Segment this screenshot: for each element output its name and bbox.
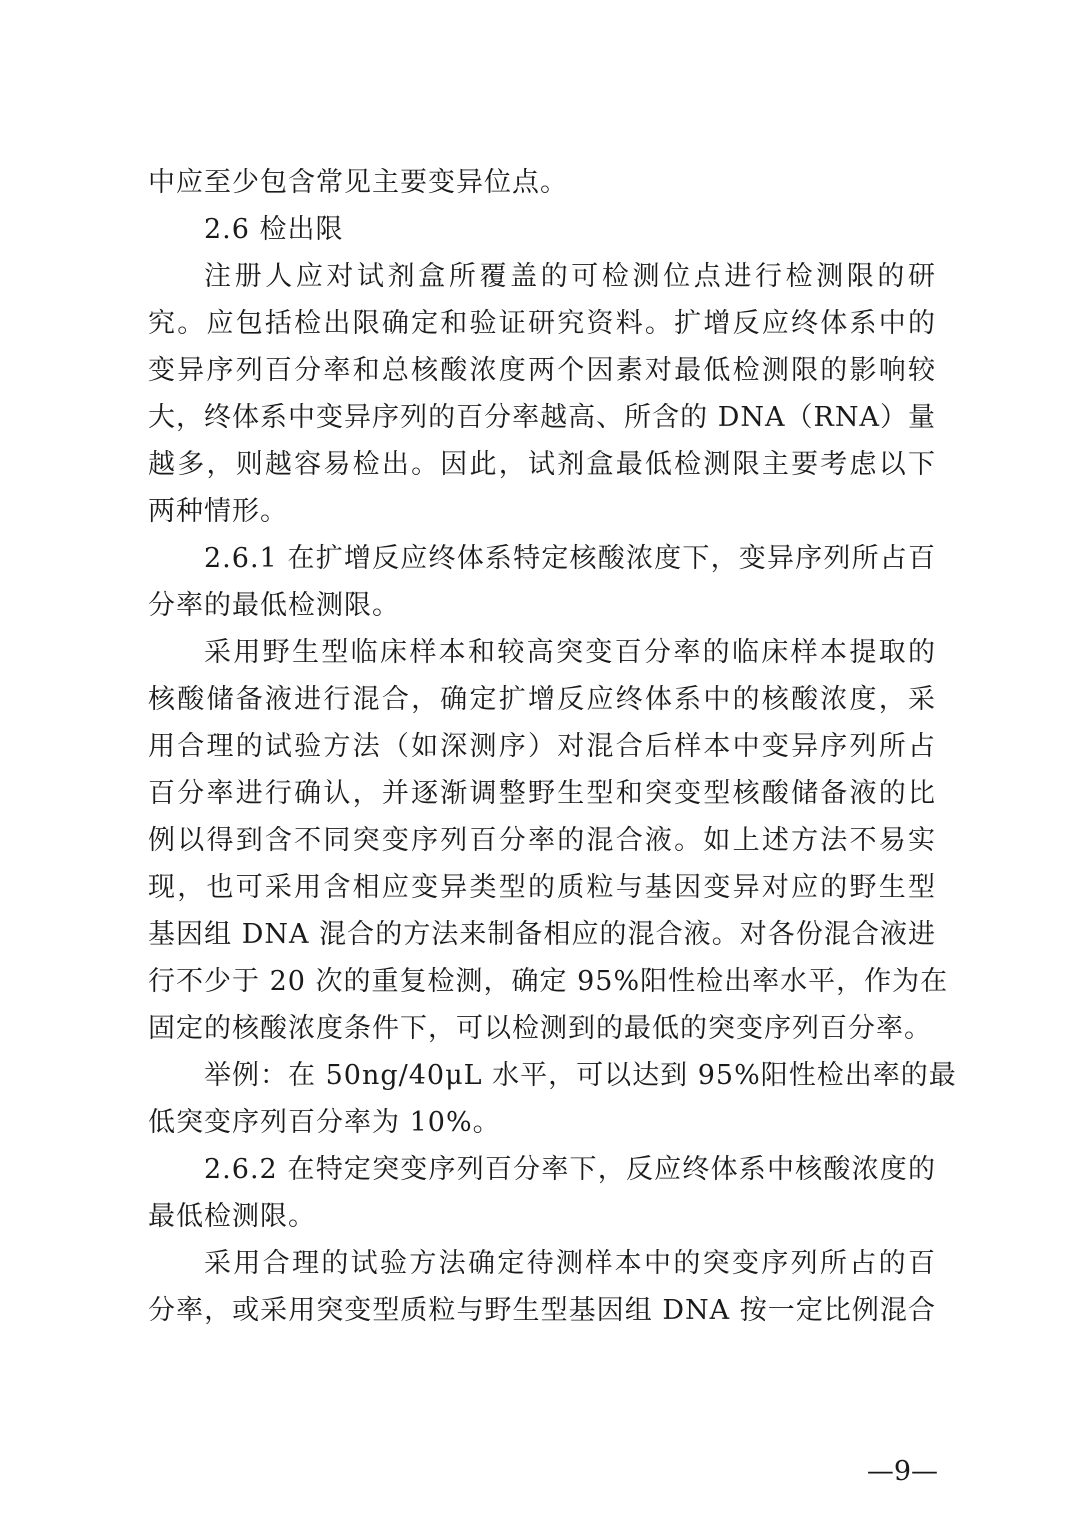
text-line: 例以得到含不同突变序列百分率的混合液。如上述方法不易实 — [148, 825, 936, 856]
text-line: 行不少于 20 次的重复检测，确定 95%阳性检出率水平，作为在 — [148, 966, 949, 997]
text-line: 越多，则越容易检出。因此，试剂盒最低检测限主要考虑以下 — [148, 449, 936, 480]
text-line: 采用野生型临床样本和较高突变百分率的临床样本提取的 — [204, 637, 936, 668]
text-line: 变异序列百分率和总核酸浓度两个因素对最低检测限的影响较 — [148, 355, 936, 386]
text-line: 核酸储备液进行混合，确定扩增反应终体系中的核酸浓度，采 — [148, 684, 936, 715]
text-line: 分率，或采用突变型质粒与野生型基因组 DNA 按一定比例混合 — [148, 1295, 936, 1326]
text-line: 中应至少包含常见主要变异位点。 — [148, 167, 568, 198]
text-line: 采用合理的试验方法确定待测样本中的突变序列所占的百 — [204, 1248, 936, 1279]
text-line: 低突变序列百分率为 10%。 — [148, 1107, 501, 1138]
section-heading-2-6-1: 2.6.1 在扩增反应终体系特定核酸浓度下，变异序列所占百 — [204, 543, 936, 574]
section-heading-2-6: 2.6 检出限 — [204, 214, 344, 245]
text-line: 最低检测限。 — [148, 1201, 316, 1232]
text-line: 大，终体系中变异序列的百分率越高、所含的 DNA（RNA）量 — [148, 402, 936, 433]
text-line: 百分率进行确认，并逐渐调整野生型和突变型核酸储备液的比 — [148, 778, 936, 809]
text-line: 用合理的试验方法（如深测序）对混合后样本中变异序列所占 — [148, 731, 936, 762]
text-line: 固定的核酸浓度条件下，可以检测到的最低的突变序列百分率。 — [148, 1013, 932, 1044]
text-line: 注册人应对试剂盒所覆盖的可检测位点进行检测限的研 — [204, 261, 936, 292]
text-line: 究。应包括检出限确定和验证研究资料。扩增反应终体系中的 — [148, 308, 936, 339]
text-line: 两种情形。 — [148, 496, 288, 527]
page-number: —9— — [866, 1456, 938, 1487]
example-line: 举例：在 50ng/40μL 水平，可以达到 95%阳性检出率的最 — [204, 1060, 957, 1091]
section-heading-2-6-2: 2.6.2 在特定突变序列百分率下，反应终体系中核酸浓度的 — [204, 1154, 936, 1185]
text-line: 分率的最低检测限。 — [148, 590, 400, 621]
text-line: 现，也可采用含相应变异类型的质粒与基因变异对应的野生型 — [148, 872, 936, 903]
text-line: 基因组 DNA 混合的方法来制备相应的混合液。对各份混合液进 — [148, 919, 936, 950]
